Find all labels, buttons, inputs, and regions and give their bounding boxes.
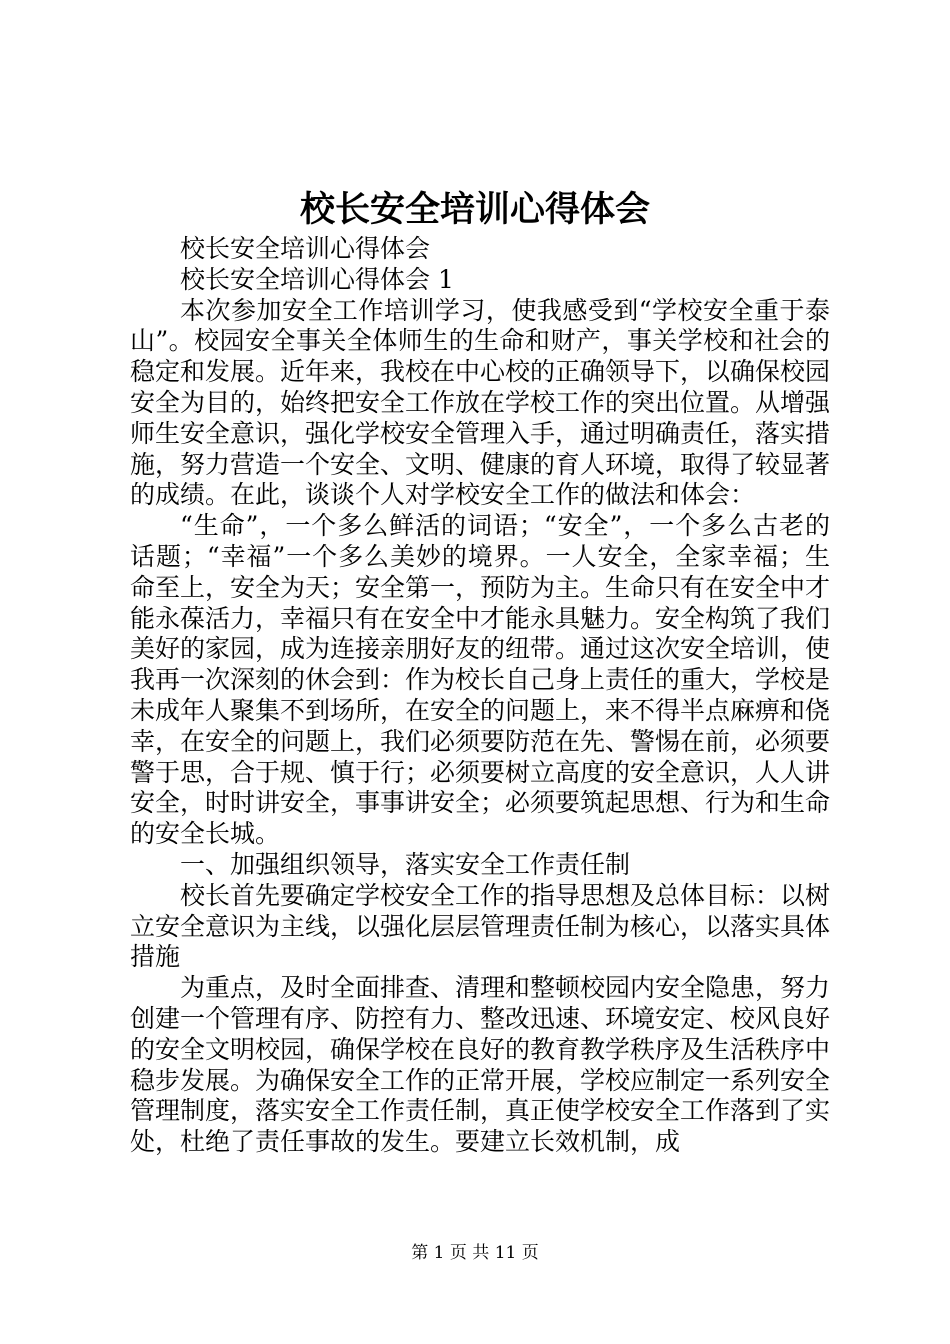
paragraph-key-points: 为重点，及时全面排查、清理和整顿校园内安全隐患，努力创建一个管理有序、防控有力、整改迅速、环境安定、校风良好的安全文明校园，确保学校在良好的教育教学秩序及生活秩序中稳步发展。为确保安全工作的正常开展，学校应制定一系列安全管理制度，落实安全工作责任制，真正使学校安全工作落到了实处，杜绝了责任事故的发生。要建立长效机制，成 (130, 973, 831, 1157)
document-title: 校长安全培训心得体会 (299, 189, 650, 230)
paragraph-subheading: 校长安全培训心得体会 1 (180, 264, 454, 294)
page-footer: 第 1 页 共 11 页 (411, 1243, 539, 1263)
section-heading-1: 一、加强组织领导，落实安全工作责任制 (180, 849, 631, 879)
paragraph-guiding-thought: 校长首先要确定学校安全工作的指导思想及总体目标：以树立安全意识为主线，以强化层层管理责任制为核心，以落实具体措施 (130, 880, 831, 972)
paragraph-life-safety: “生命”，一个多么鲜活的词语；“安全”，一个多么古老的话题；“幸福”一个多么美妙的境界。一人安全，全家幸福；生命至上，安全为天；安全第一，预防为主。生命只有在安全中才能永葆活力，幸福只有在安全中才能永具魅力。安全构筑了我们美好的家园，成为连接亲朋好友的纽带。通过这次安全培训，使我再一次深刻的休会到：作为校长自己身上责任的重大，学校是未成年人聚集不到场所，在安全的问题上，来不得半点麻痹和侥幸，在安全的问题上，我们必须要防范在先、警惕在前，必须要警于思，合于规、慎于行；必须要树立高度的安全意识，人人讲安全，时时讲安全，事事讲安全；必须要筑起思想、行为和生命的安全长城。 (130, 511, 831, 849)
paragraph-intro: 本次参加安全工作培训学习，使我感受到“学校安全重于泰山”。校园安全事关全体师生的生命和财产，事关学校和社会的稳定和发展。近年来，我校在中心校的正确领导下，以确保校园安全为目的，始终把安全工作放在学校工作的突出位置。从增强师生安全意识，强化学校安全管理入手，通过明确责任，落实措施，努力营造一个安全、文明、健康的育人环境，取得了较显著的成绩。在此，谈谈个人对学校安全工作的做法和体会： (130, 295, 831, 510)
paragraph-heading: 校长安全培训心得体会 (180, 234, 431, 263)
document-body (130, 234, 830, 1158)
